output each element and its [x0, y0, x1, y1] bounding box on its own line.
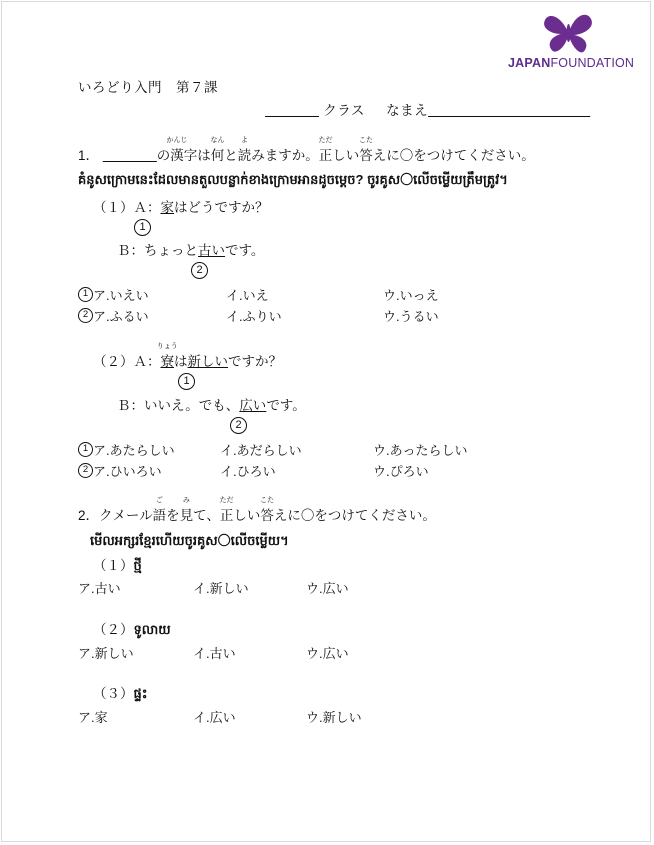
q2-a-underlined-2: 新しい	[187, 354, 228, 369]
q1-line-a	[93, 198, 269, 218]
q2-opt2-a[interactable]: ア.ひいろい	[93, 464, 162, 479]
student-info-line	[265, 99, 590, 119]
ruby-tadashii-2: ただ 正	[219, 497, 234, 523]
q2-line-b	[117, 396, 306, 416]
ruby-go: ご 語	[152, 497, 167, 523]
s2-q2-opt-i[interactable]: イ.古い	[193, 646, 236, 661]
q1-a-prefix: Ａ：	[133, 200, 161, 215]
q2-opt2-mark: 2	[78, 461, 93, 478]
ruby-text-tadashii-2: ただ	[219, 497, 234, 504]
class-blank: ＿＿＿＿	[265, 103, 319, 118]
q2-opt2-u[interactable]: ウ.ぴろい	[373, 464, 429, 479]
section1-blank: ＿＿＿＿	[102, 148, 157, 163]
q2-b-prefix: Ｂ：いいえ。でも、	[117, 398, 240, 413]
s2-q2-opt-u[interactable]: ウ.広い	[306, 646, 349, 661]
ruby-text-nani: なん	[210, 137, 225, 144]
q1-b-mark: 2	[191, 262, 208, 279]
section1-prompt-km: គំនូសក្រោមនេះដែលមានតួលបន្លាក់ខាងក្រោមអានដូចម្តេច? ចូរគូស〇លើចម្លើយត្រឹមត្រូវ។	[78, 172, 508, 187]
ruby-text-ryou: りょう	[156, 343, 178, 350]
q1-opt2-i[interactable]: イ.ふりい	[226, 309, 282, 324]
q1-opt1-mark: 1	[78, 285, 93, 302]
q1-opt2-a[interactable]: ア.ふるい	[93, 309, 149, 324]
logo-text-japan: JAPAN	[508, 56, 551, 70]
ruby-kotae: こた 答	[359, 137, 374, 163]
ruby-kanji: かんじ の漢字	[156, 137, 198, 163]
s2-q1-label: （１）	[93, 558, 134, 573]
s2-q1-word: ថ្មី	[133, 558, 142, 573]
s2-q1-opt-a[interactable]: ア.古い	[78, 581, 121, 596]
s2-q2-line	[93, 620, 171, 640]
q2-a-underlined-1: りょう 寮	[156, 343, 178, 369]
q2-a-mark: 1	[178, 373, 195, 390]
name-blank: ＿＿＿＿＿＿＿＿＿＿＿＿	[428, 103, 591, 118]
q1-a-rest: はどうですか？	[174, 200, 269, 215]
logo-text-foundation: FOUNDATION	[550, 56, 635, 70]
s2-q1-line	[93, 556, 142, 576]
q2-a-rest: ですか？	[228, 354, 282, 369]
q2-b-mark: 2	[230, 417, 247, 434]
s2-q2-opt-a[interactable]: ア.新しい	[78, 646, 134, 661]
ruby-mi: み 見	[179, 497, 194, 523]
class-label: クラス	[323, 103, 365, 118]
q2-a-mid: は	[174, 354, 188, 369]
q1-a-mark: 1	[134, 219, 151, 236]
s2-q2-label: （２）	[93, 622, 134, 637]
q2-opt2-i[interactable]: イ.ひろい	[220, 464, 276, 479]
ruby-text-go: ご	[155, 497, 163, 504]
q2-b-rest: です。	[266, 398, 306, 413]
ruby-text-kanji: かんじ	[166, 137, 188, 144]
section1-prompt-ja: 1． ＿＿＿＿ かんじ の漢字は なん 何と よ 読みますか。 ただ 正しい こた 答えに〇をつけてください。	[78, 146, 535, 166]
q1-b-underlined: 古い	[198, 243, 225, 258]
section2-prompt-ja: 2．クメール ご 語を み 見て、 ただ 正しい こた 答えに〇をつけてください。	[78, 506, 436, 526]
q2-opt1-a[interactable]: ア.あたらしい	[93, 443, 175, 458]
q1-a-underlined: 家	[160, 200, 174, 215]
q2-opt1-i[interactable]: イ.あだらしい	[220, 443, 302, 458]
q1-b-prefix: Ｂ：ちょっと	[117, 243, 198, 258]
ruby-text-yomi: よ	[241, 137, 249, 144]
q2-opt1-u[interactable]: ウ.あったらしい	[373, 443, 468, 458]
section2-number: 2．	[78, 508, 100, 523]
q2-b-underlined: 広い	[239, 398, 267, 413]
q1-label: （１）	[93, 200, 134, 215]
s2-q3-opt-u[interactable]: ウ.新しい	[306, 710, 362, 725]
q1-opt1-a[interactable]: ア.いえい	[93, 288, 149, 303]
ruby-nani: なん 何	[210, 137, 225, 163]
section2-prompt-km: មើលអក្សរខ្មែរហើយចូរគូស〇លើចម្លើយ។	[90, 533, 289, 548]
q2-line-a	[93, 343, 282, 372]
butterfly-icon	[508, 10, 628, 56]
name-label: なまえ	[386, 103, 429, 118]
q1-line-b	[117, 241, 264, 261]
s2-q3-opt-i[interactable]: イ.広い	[193, 710, 236, 725]
s2-q3-label: （３）	[93, 686, 134, 701]
s2-q3-line	[93, 684, 147, 704]
ruby-yomi: よ 読	[237, 137, 252, 163]
q2-a-prefix: Ａ：	[133, 354, 161, 369]
course-title: いろどり入門 第７課	[78, 80, 218, 95]
s2-q3-word: ផ្ទះ	[133, 686, 148, 701]
ruby-text-tadashii: ただ	[318, 137, 333, 144]
q1-opt2-u[interactable]: ウ.うるい	[383, 309, 439, 324]
japan-foundation-logo	[508, 10, 635, 70]
q2-opt1-mark: 1	[78, 440, 93, 457]
section1-number: 1．	[78, 148, 100, 163]
q1-opt2-mark: 2	[78, 306, 93, 323]
q1-opt1-u[interactable]: ウ.いっえ	[383, 288, 439, 303]
s2-q1-opt-u[interactable]: ウ.広い	[306, 581, 349, 596]
ruby-text-kotae-2: こた	[260, 497, 275, 504]
logo-wordmark	[508, 56, 635, 70]
ruby-text-mi: み	[182, 497, 190, 504]
ruby-tadashii: ただ 正	[318, 137, 333, 163]
s2-q1-opt-i[interactable]: イ.新しい	[193, 581, 249, 596]
ruby-text-kotae: こた	[359, 137, 374, 144]
ruby-kotae-2: こた 答	[260, 497, 275, 523]
s2-q3-opt-a[interactable]: ア.家	[78, 710, 108, 725]
s2-q2-word: ទូលាយ	[133, 622, 171, 637]
q2-label: （２）	[93, 354, 134, 369]
q1-opt1-i[interactable]: イ.いえ	[226, 288, 269, 303]
q1-b-rest: です。	[225, 243, 265, 258]
